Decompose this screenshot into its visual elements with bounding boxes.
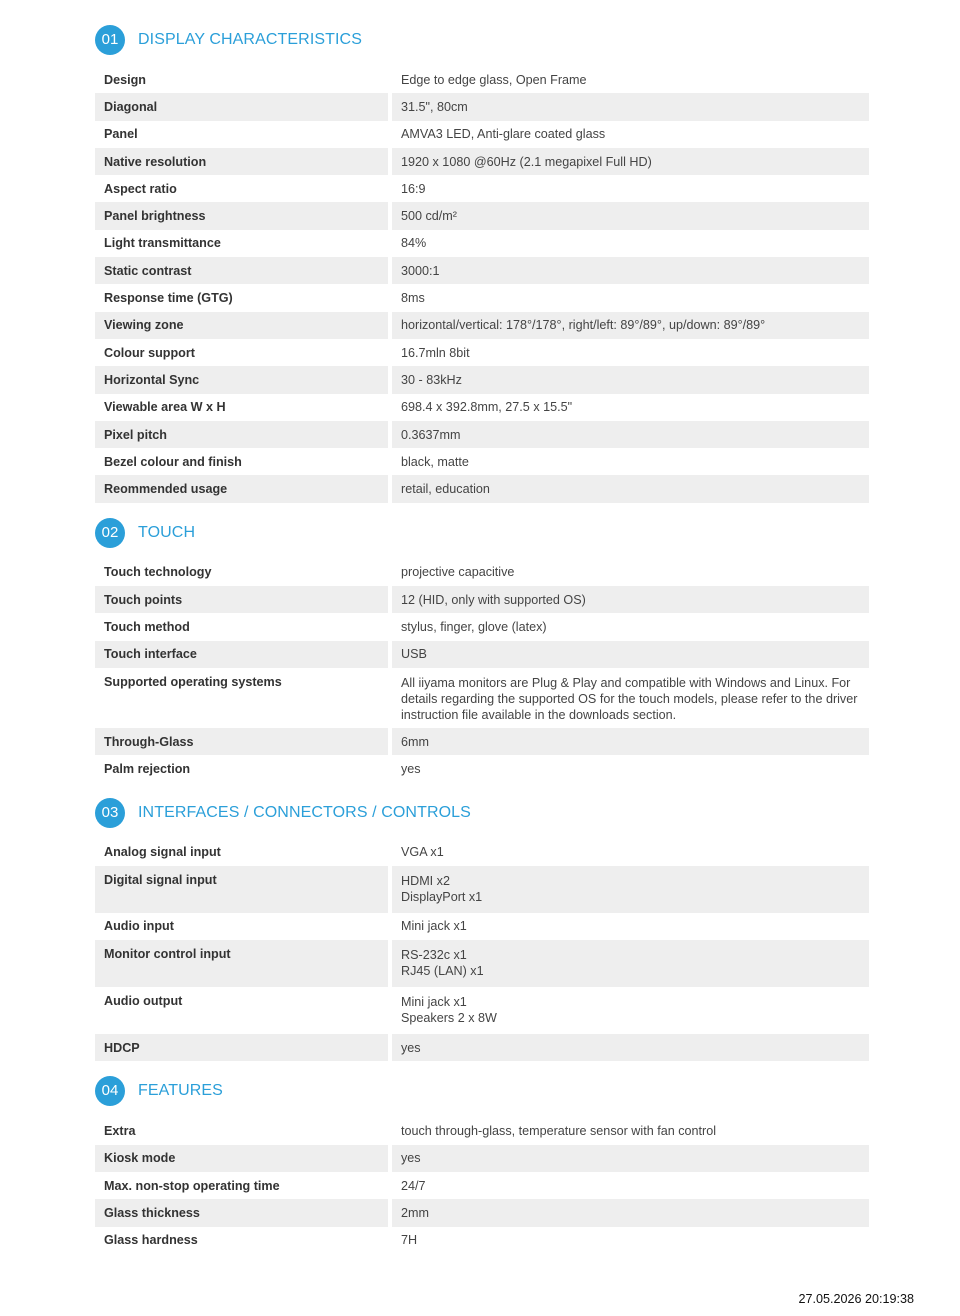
spec-row <box>95 728 869 755</box>
spec-row <box>95 641 869 668</box>
spec-label: Response time (GTG) <box>104 291 233 306</box>
section-number-badge: 03 <box>95 798 125 828</box>
spec-label: Glass hardness <box>104 1233 198 1248</box>
spec-label: Supported operating systems <box>104 674 282 689</box>
spec-row <box>95 1117 869 1144</box>
spec-value <box>388 366 869 393</box>
spec-value-line: stylus, finger, glove (latex) <box>401 619 547 634</box>
spec-value-line: RJ45 (LAN) x1 <box>401 964 484 979</box>
spec-row <box>95 339 869 366</box>
spec-row <box>95 613 869 640</box>
section-title: FEATURES <box>138 1082 223 1100</box>
spec-row <box>95 940 869 987</box>
spec-value <box>388 755 869 782</box>
spec-value-line: 31.5", 80cm <box>401 99 468 114</box>
spec-label: Viewing zone <box>95 312 388 339</box>
spec-value <box>388 339 869 366</box>
spec-row <box>95 1172 869 1199</box>
spec-value-line: DisplayPort x1 <box>401 889 483 904</box>
spec-row <box>95 312 869 339</box>
spec-value <box>388 475 869 502</box>
spec-value <box>388 1145 869 1172</box>
spec-value-line: yes <box>401 1151 421 1166</box>
spec-value <box>388 202 869 229</box>
section-header <box>95 517 869 549</box>
spec-value-line: details regarding the supported OS for the touch models, please refer to the driver <box>401 691 858 706</box>
spec-value-line: black, matte <box>401 454 469 469</box>
spec-value <box>388 121 869 148</box>
spec-value <box>388 257 869 284</box>
spec-label: Diagonal <box>95 93 388 120</box>
spec-row <box>95 1227 869 1254</box>
spec-value-line: VGA x1 <box>401 845 444 860</box>
spec-value-line: yes <box>401 1040 421 1055</box>
spec-value <box>388 728 869 755</box>
spec-value <box>388 93 869 120</box>
spec-value <box>388 1117 869 1144</box>
spec-value <box>388 1034 869 1061</box>
spec-label: Static contrast <box>95 257 388 284</box>
spec-label: Pixel pitch <box>95 421 388 448</box>
spec-row <box>95 448 869 475</box>
spec-label: Light transmittance <box>104 236 221 251</box>
spec-row <box>95 913 869 940</box>
spec-label: Horizontal Sync <box>95 366 388 393</box>
spec-label: Viewable area W x H <box>104 400 226 415</box>
spec-value <box>388 312 869 339</box>
spec-value-line: touch through-glass, temperature sensor with fan control <box>401 1124 717 1139</box>
spec-label: Glass thickness <box>95 1199 388 1226</box>
section-header <box>95 1075 869 1107</box>
spec-value-line: USB <box>401 647 427 662</box>
section-header <box>95 797 869 829</box>
spec-row <box>95 366 869 393</box>
spec-table <box>95 839 869 1062</box>
spec-value-line: 12 (HID, only with supported OS) <box>401 592 586 607</box>
spec-value <box>388 641 869 668</box>
spec-value <box>388 66 869 93</box>
spec-label: Extra <box>104 1124 136 1139</box>
spec-row <box>95 1199 869 1226</box>
spec-row <box>95 1034 869 1061</box>
spec-row <box>95 668 869 728</box>
spec-label: Bezel colour and finish <box>104 454 242 469</box>
spec-row <box>95 559 869 586</box>
spec-label: Native resolution <box>95 148 388 175</box>
spec-row <box>95 284 869 311</box>
spec-value <box>388 148 869 175</box>
spec-label: Max. non-stop operating time <box>104 1178 280 1193</box>
section-title: DISPLAY CHARACTERISTICS <box>138 31 362 48</box>
spec-value <box>388 940 869 987</box>
spec-label: Digital signal input <box>95 866 388 913</box>
spec-value-line: 2mm <box>401 1205 429 1220</box>
spec-value-line: retail, education <box>401 482 490 497</box>
spec-value-line: 8ms <box>401 291 425 306</box>
spec-value <box>388 839 869 866</box>
spec-table <box>95 66 869 503</box>
spec-value-line: 30 - 83kHz <box>401 372 462 387</box>
spec-value <box>388 230 869 257</box>
spec-row <box>95 866 869 913</box>
spec-row <box>95 586 869 613</box>
spec-label: Palm rejection <box>104 761 191 776</box>
spec-value-line: Speakers 2 x 8W <box>401 1011 497 1026</box>
spec-row <box>95 93 869 120</box>
spec-table <box>95 1117 869 1253</box>
spec-value-line: instruction file available in the downloads section. <box>401 707 677 722</box>
spec-value-line: 7H <box>401 1233 418 1248</box>
spec-value <box>388 448 869 475</box>
spec-row <box>95 475 869 502</box>
spec-label: Touch interface <box>95 641 388 668</box>
spec-value-line: Edge to edge glass, Open Frame <box>401 72 587 87</box>
spec-value-line: horizontal/vertical: 178°/178°, right/left: 89°/89°, up/down: 89°/89° <box>401 318 766 333</box>
spec-label: Reommended usage <box>95 475 388 502</box>
spec-value-line: Mini jack x1 <box>401 995 467 1010</box>
spec-label: Touch points <box>95 586 388 613</box>
spec-label: Monitor control input <box>95 940 388 987</box>
spec-value-line: 16:9 <box>401 181 426 196</box>
spec-row <box>95 257 869 284</box>
spec-row <box>95 755 869 782</box>
spec-label: Design <box>104 72 146 87</box>
spec-value-line: 3000:1 <box>401 263 440 278</box>
spec-row <box>95 121 869 148</box>
spec-value-line: 0.3637mm <box>401 427 461 442</box>
spec-label: Aspect ratio <box>104 181 177 196</box>
spec-table <box>95 559 869 783</box>
spec-label: Audio input <box>104 919 174 934</box>
spec-value-line: 16.7mln 8bit <box>401 345 470 360</box>
spec-value <box>388 913 869 940</box>
spec-value <box>388 1227 869 1254</box>
spec-value-line: 84% <box>401 236 427 251</box>
spec-value-line: Mini jack x1 <box>401 919 467 934</box>
spec-value-line: All iiyama monitors are Plug & Play and compatible with Windows and Linux. For <box>401 675 851 690</box>
spec-value <box>388 1172 869 1199</box>
spec-value-line: projective capacitive <box>401 565 515 580</box>
spec-row <box>95 66 869 93</box>
spec-value-line: yes <box>401 761 421 776</box>
spec-row <box>95 148 869 175</box>
section-number-badge: 02 <box>95 518 125 548</box>
spec-label: Touch method <box>104 619 190 634</box>
spec-value <box>388 613 869 640</box>
spec-value-line: 698.4 x 392.8mm, 27.5 x 15.5" <box>401 400 573 415</box>
print-timestamp: 27.05.2026 20:19:38 <box>798 1292 914 1306</box>
spec-row <box>95 987 869 1034</box>
spec-label: Panel brightness <box>95 202 388 229</box>
section-title: INTERFACES / CONNECTORS / CONTROLS <box>138 803 471 821</box>
section-number-badge: 01 <box>95 25 125 55</box>
spec-label: Through-Glass <box>95 728 388 755</box>
spec-value-line: 500 cd/m² <box>401 209 457 224</box>
spec-value <box>388 1199 869 1226</box>
spec-sheet <box>95 24 869 1268</box>
spec-row <box>95 394 869 421</box>
spec-value-line: RS-232c x1 <box>401 948 467 963</box>
section-title: TOUCH <box>138 523 196 541</box>
spec-label: Kiosk mode <box>95 1145 388 1172</box>
spec-value <box>388 421 869 448</box>
spec-value <box>388 668 869 728</box>
section-header <box>95 24 869 56</box>
spec-row <box>95 1145 869 1172</box>
section-number-badge: 04 <box>95 1076 125 1106</box>
spec-label: Audio output <box>104 994 183 1009</box>
spec-value-line: 24/7 <box>401 1178 426 1193</box>
spec-label: Touch technology <box>104 565 212 580</box>
spec-value-line: 1920 x 1080 @60Hz (2.1 megapixel Full HD) <box>401 154 652 169</box>
spec-value-line: HDMI x2 <box>401 873 450 888</box>
spec-value-line: AMVA3 LED, Anti-glare coated glass <box>401 127 606 142</box>
spec-label: Colour support <box>104 345 195 360</box>
spec-label: Panel <box>104 127 138 142</box>
spec-row <box>95 230 869 257</box>
spec-value <box>388 284 869 311</box>
spec-row <box>95 202 869 229</box>
spec-value <box>388 559 869 586</box>
spec-value <box>388 586 869 613</box>
spec-row <box>95 839 869 866</box>
spec-value <box>388 394 869 421</box>
spec-row <box>95 421 869 448</box>
spec-value <box>388 175 869 202</box>
spec-value <box>388 987 869 1034</box>
spec-label: Analog signal input <box>104 845 221 860</box>
spec-value-line: 6mm <box>401 734 429 749</box>
spec-label: HDCP <box>95 1034 388 1061</box>
spec-row <box>95 175 869 202</box>
spec-value <box>388 866 869 913</box>
